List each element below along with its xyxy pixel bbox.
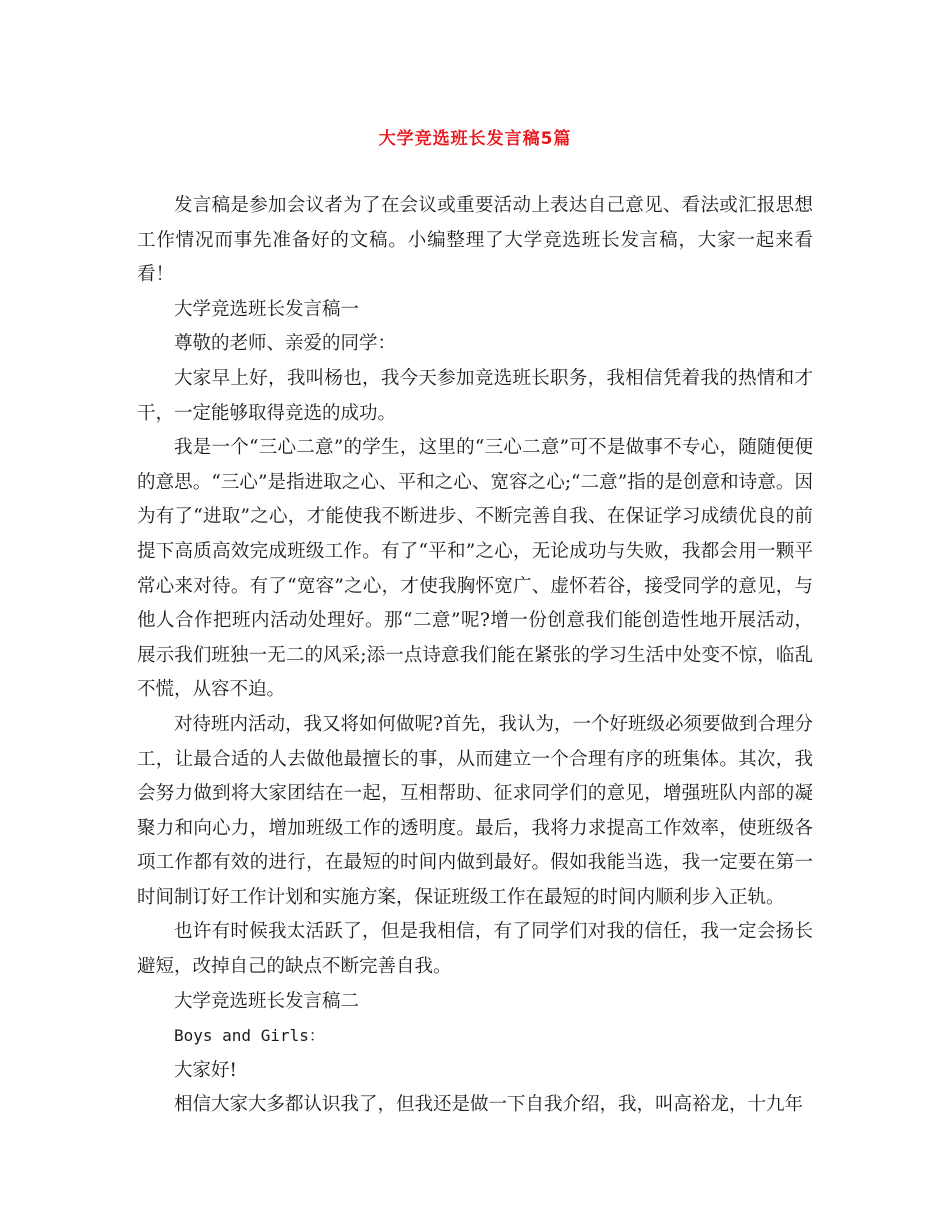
section-heading-1: 大学竞选班长发言稿一 — [174, 298, 360, 320]
section-heading-2: 大学竞选班长发言稿二 — [174, 990, 360, 1012]
salutation: 尊敬的老师、亲爱的同学： — [174, 333, 397, 355]
document-body — [137, 189, 813, 1123]
body-paragraph: 对待班内活动，我又将如何做呢?首先，我认为，一个好班级必须要做到合理分工，让最合适的人去做他最擅长的事，从而建立一个合理有序的班集体。其次，我会努力做到将大家团结在一起，互相帮助、征求同学们的意见，增强班队内部的凝聚力和向心力，增加班级工作的透明度。最后，我将力求提高工作效率，使班级各项工作都有效的进行，在最短的时间内做到最好。假如我能当选，我一定要在第一时间制订好工作计划和实施方案，保证班级工作在最短的时间内顺利步入正轨。 — [137, 713, 813, 908]
body-paragraph: 我是一个“三心二意”的学生，这里的“三心二意”可不是做事不专心，随随便便的意思。“三心”是指进取之心、平和之心、宽容之心;“二意”指的是创意和诗意。因为有了“进取”之心，才能使我不断进步、不断完善自我、在保证学习成绩优良的前提下高质高效完成班级工作。有了“平和”之心，无论成功与失败，我都会用一颗平常心来对待。有了“宽容”之心，才使我胸怀宽广、虚怀若谷，接受同学的意见，与他人合作把班内活动处理好。那“二意”呢?增一份创意我们能创造性地开展活动，展示我们班独一无二的风采;添一点诗意我们能在紧张的学习生活中处变不惊，临乱不慌，从容不迫。 — [137, 437, 813, 701]
body-paragraph: 相信大家大多都认识我了，但我还是做一下自我介绍，我，叫高裕龙，十九年 — [174, 1094, 804, 1116]
document-title: 大学竞选班长发言稿5篇 — [378, 129, 572, 149]
body-paragraph: 大家早上好，我叫杨也，我今天参加竞选班长职务，我相信凭着我的热情和才干，一定能够取得竞选的成功。 — [137, 367, 813, 424]
intro-paragraph: 发言稿是参加会议者为了在会议或重要活动上表达自己意见、看法或汇报思想工作情况而事先准备好的文稿。小编整理了大学竞选班长发言稿，大家一起来看看！ — [137, 195, 813, 286]
body-paragraph: 也许有时候我太活跃了，但是我相信，有了同学们对我的信任，我一定会扬长避短，改掉自己的缺点不断完善自我。 — [137, 921, 813, 978]
greeting: 大家好! — [174, 1059, 237, 1081]
salutation-english: Boys and Girls： — [174, 1026, 325, 1046]
